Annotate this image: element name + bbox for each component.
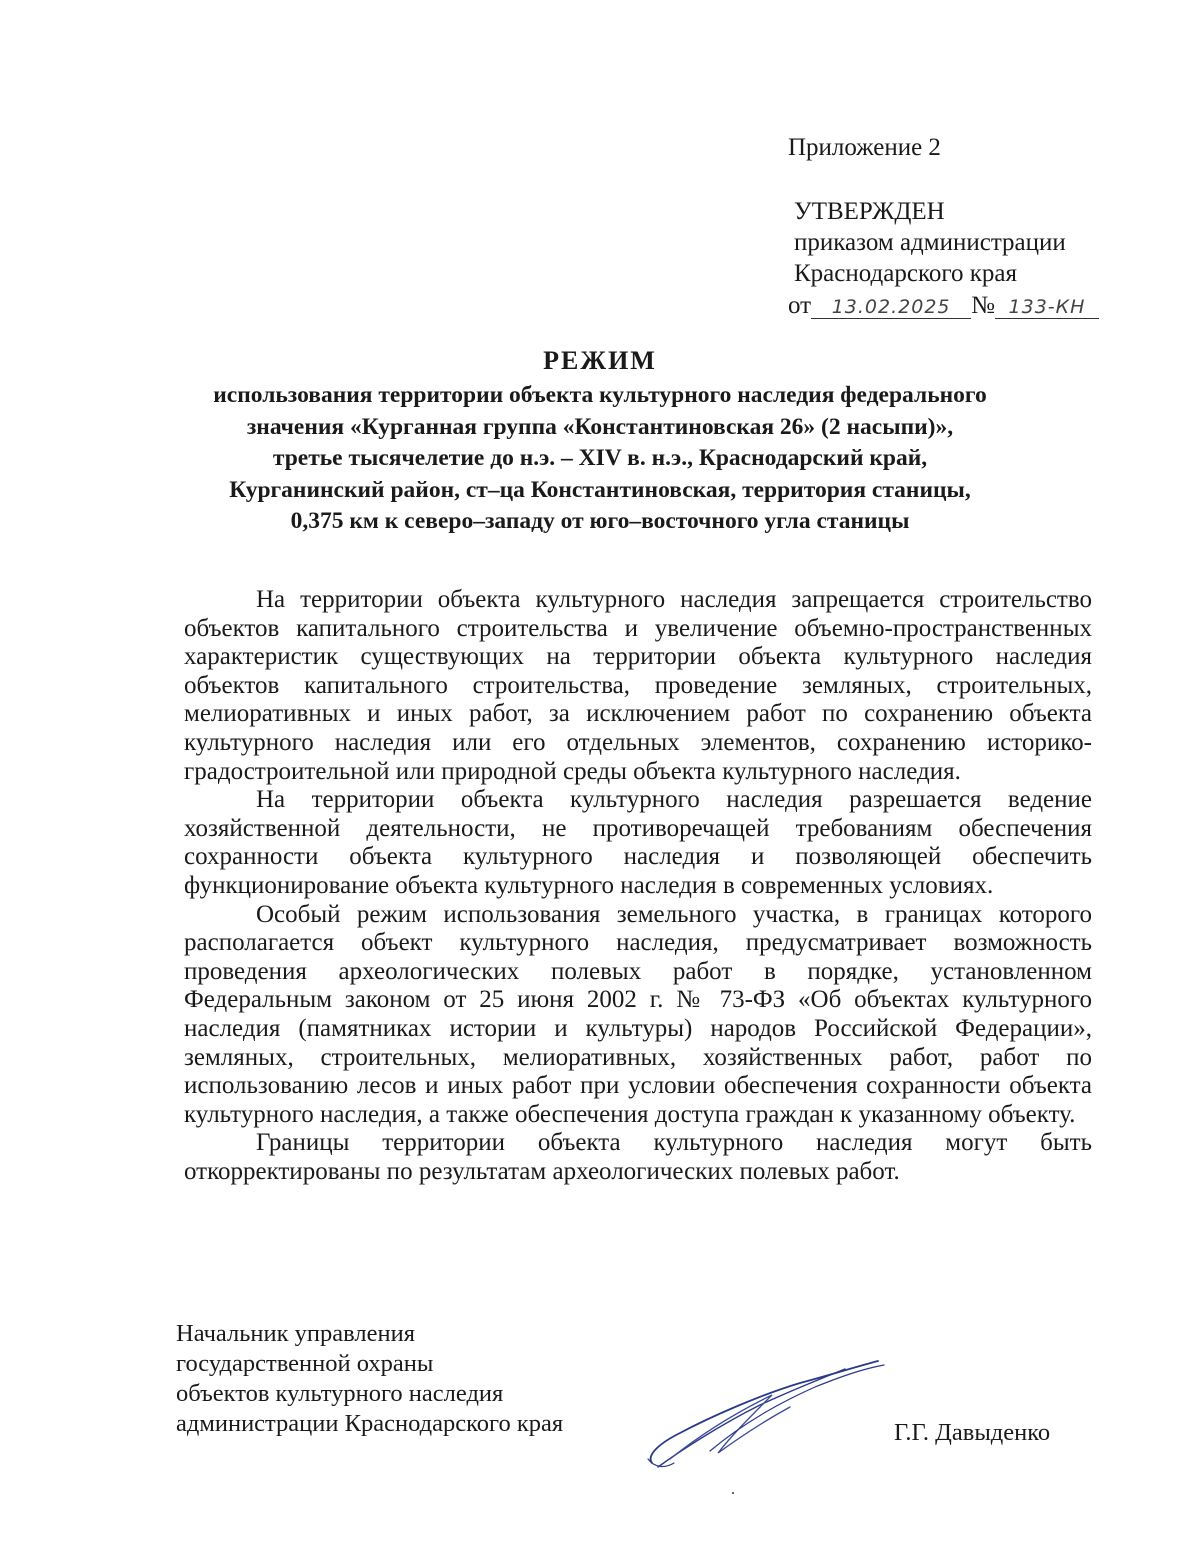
body-paragraph: Границы территории объекта культурного наследия могут быть откорректированы по результатам археологических полевых работ. (184, 1129, 1092, 1185)
title-main: РЕЖИМ (543, 346, 657, 375)
order-date-line (788, 290, 1099, 321)
position-line: администрации Краснодарского края (176, 1410, 564, 1437)
title-line: третье тысячелетие до н.э. – XIV в. н.э., Краснодарский край, (272, 445, 928, 471)
document-title (140, 344, 1060, 538)
number-label: № (971, 292, 995, 319)
position-line: объектов культурного наследия (176, 1380, 504, 1407)
order-number-handwritten: 133-КН (995, 296, 1099, 319)
approved-label: УТВЕРЖДЕН (794, 198, 945, 225)
document-body (184, 586, 1092, 1186)
from-label: от (788, 292, 812, 319)
appendix-label: Приложение 2 (788, 134, 941, 161)
title-line: значения «Курганная группа «Константиновская 26» (2 насыпи)», (246, 413, 954, 440)
title-line: использования территории объекта культурного наследия федерального (213, 382, 987, 408)
title-line: 0,375 км к северо–западу от юго–восточного угла станицы (290, 508, 910, 534)
position-line: Начальник управления (176, 1320, 415, 1347)
position-line: государственной охраны (176, 1350, 434, 1377)
title-subtitle (140, 380, 1060, 538)
title-line: Курганинский район, ст–ца Константиновская, территория станицы, (229, 476, 971, 503)
order-date-handwritten: 13.02.2025 (811, 296, 971, 319)
body-paragraph: Особый режим использования земельного участка, в границах которого располагается объект культурного наследия, предусматривает возможность проведения археологических полевых работ в порядке, установленном Федеральным законом от 25 июня 2002 г. № 73-ФЗ «Об объектах культурного наследия (памятниках истории и культуры) народов Российской Федерации», земляных, строительных, мелиоративных, хозяйственных работ, работ по использованию лесов и иных работ при условии обеспечения сохранности объекта культурного наследия, а также обеспечения доступа граждан к указанному объекту. (184, 900, 1092, 1128)
handwritten-signature (640, 1355, 890, 1475)
region-label: Краснодарского края (794, 260, 1017, 287)
body-paragraph: На территории объекта культурного наследия разрешается ведение хозяйственной деятельности, не противоречащей требованиям обеспечения сохранности объекта культурного наследия и позволяющей обеспечить функционирование объекта культурного наследия в современных условиях. (184, 786, 1092, 899)
signer-position (176, 1319, 563, 1439)
order-label: приказом администрации (794, 229, 1066, 256)
body-paragraph: На территории объекта культурного наследия запрещается строительство объектов капитального строительства и увеличение объемно-пространственных характеристик существующих на территории объекта культурного наследия объектов капитального строительства, проведение земляных, строительных, мелиоративных и иных работ, за исключением работ по сохранению объекта культурного наследия или его отдельных элементов, сохранению историко-градостроительной или природной среды объекта культурного наследия. (184, 586, 1092, 785)
scan-artifact-dot (732, 1492, 734, 1494)
approval-block (788, 196, 1099, 321)
signer-name: Г.Г. Давыденко (894, 1419, 1051, 1446)
